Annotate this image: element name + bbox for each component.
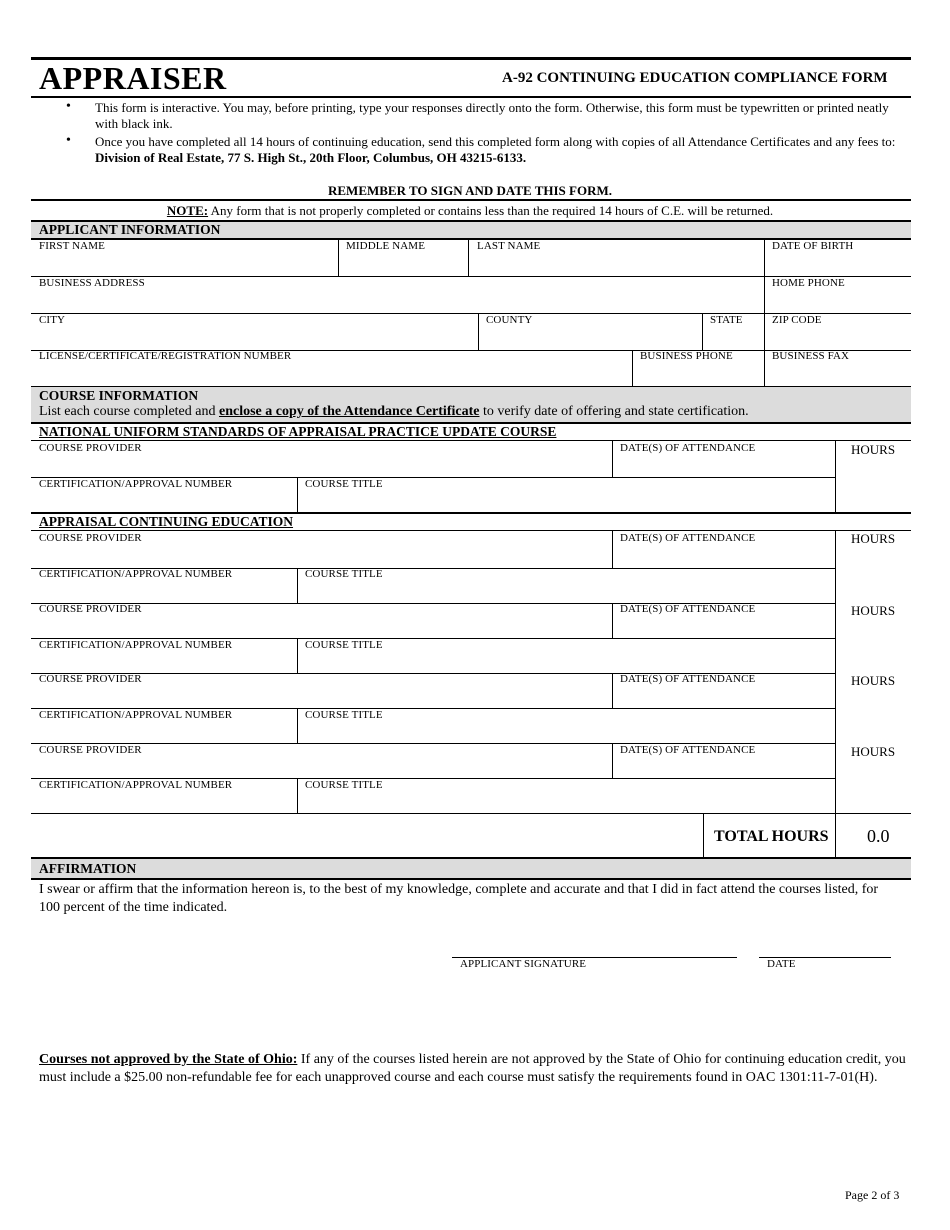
cert-number-label: CERTIFICATION/APPROVAL NUMBER xyxy=(39,568,233,580)
total-hours-label: TOTAL HOURS xyxy=(714,828,829,845)
course-provider-label: COURSE PROVIDER xyxy=(39,442,142,454)
mailing-address: Division of Real Estate, 77 S. High St., 20th Floor, Columbus, OH 43215-6133. xyxy=(95,150,527,165)
note-text: Any form that is not properly completed or contains less than the required 14 hours of C.E. will be returned. xyxy=(208,203,774,218)
attendance-certificate-emphasis: enclose a copy of the Attendance Certificate xyxy=(218,404,480,419)
cert-number-label: CERTIFICATION/APPROVAL NUMBER xyxy=(39,779,233,791)
ace1-course-title-field[interactable] xyxy=(305,582,830,601)
course-provider-label: COURSE PROVIDER xyxy=(39,673,142,685)
zip-code-label: ZIP CODE xyxy=(772,314,822,326)
ace3-course-provider-field[interactable] xyxy=(39,687,607,706)
business-address-field[interactable] xyxy=(39,291,759,311)
middle-name-field[interactable] xyxy=(346,254,464,274)
total-hours-value: 0.0 xyxy=(867,826,890,846)
affirmation-text: I swear or affirm that the information hereon is, to the best of my knowledge, complete and accurate and that I did in fact attend the courses listed, for 100 percent of the time indicated. xyxy=(39,882,879,915)
note-label: NOTE: xyxy=(166,203,209,218)
ace3-hours-field[interactable] xyxy=(840,692,906,738)
first-name-field[interactable] xyxy=(39,254,334,274)
course-provider-label: COURSE PROVIDER xyxy=(39,744,142,756)
license-number-label: LICENSE/CERTIFICATE/REGISTRATION NUMBER xyxy=(39,350,292,362)
hours-label: HOURS xyxy=(851,744,896,759)
hours-label: HOURS xyxy=(851,442,896,457)
signature-date-field[interactable] xyxy=(759,930,891,957)
ace1-course-provider-field[interactable] xyxy=(39,546,607,565)
course-provider-label: COURSE PROVIDER xyxy=(39,603,142,615)
ace2-course-title-field[interactable] xyxy=(305,653,830,671)
first-name-label: FIRST NAME xyxy=(39,240,105,252)
course-title-label: COURSE TITLE xyxy=(305,568,383,580)
course-section-heading: COURSE INFORMATION xyxy=(39,388,199,403)
course-title-label: COURSE TITLE xyxy=(305,639,383,651)
business-address-label: BUSINESS ADDRESS xyxy=(39,277,145,289)
dates-of-attendance-label: DATE(S) OF ATTENDANCE xyxy=(620,673,756,685)
instruction-bullet-1: This form is interactive. You may, before printing, type your responses directly onto the form. Otherwise, this form must be typewritten or printed neatly with black ink. xyxy=(95,100,889,131)
ace4-course-provider-field[interactable] xyxy=(39,758,607,776)
ace4-course-title-field[interactable] xyxy=(305,793,830,812)
ace2-hours-field[interactable] xyxy=(840,622,906,668)
applicant-signature-field[interactable] xyxy=(452,930,737,957)
cert-number-label: CERTIFICATION/APPROVAL NUMBER xyxy=(39,478,233,490)
home-phone-label: HOME PHONE xyxy=(772,277,845,289)
ace1-dates-field[interactable] xyxy=(620,546,830,565)
unapproved-courses-text: If any of the courses listed herein are not approved by the State of Ohio for continuing education credit, you must include a $25.00 non-refundable fee for each unapproved course and each course must satisfy the requirements found in OAC 1301:11-7-01(H). xyxy=(39,1052,906,1085)
date-of-birth-label: DATE OF BIRTH xyxy=(772,240,854,252)
zip-code-field[interactable] xyxy=(772,328,907,348)
applicant-section-heading: APPLICANT INFORMATION xyxy=(39,222,221,237)
city-field[interactable] xyxy=(39,328,474,348)
course-title-label: COURSE TITLE xyxy=(305,709,383,721)
business-phone-label: BUSINESS PHONE xyxy=(640,350,733,362)
uspap-hours-field[interactable] xyxy=(840,462,906,506)
course-title-label: COURSE TITLE xyxy=(305,478,383,490)
cert-number-label: CERTIFICATION/APPROVAL NUMBER xyxy=(39,709,233,721)
course-provider-label: COURSE PROVIDER xyxy=(39,532,142,544)
business-phone-field[interactable] xyxy=(640,364,760,384)
business-fax-field[interactable] xyxy=(772,364,907,384)
affirmation-heading: AFFIRMATION xyxy=(39,861,137,876)
unapproved-courses-label: Courses not approved by the State of Ohio: xyxy=(39,1052,298,1067)
dates-of-attendance-label: DATE(S) OF ATTENDANCE xyxy=(620,744,756,756)
ace2-cert-number-field[interactable] xyxy=(39,653,292,671)
instruction-bullet-2-text: Once you have completed all 14 hours of continuing education, send this completed form along with copies of all Attendance Certificates and any fees to: xyxy=(95,134,896,149)
last-name-label: LAST NAME xyxy=(477,240,541,252)
ace4-dates-field[interactable] xyxy=(620,758,830,776)
uspap-dates-field[interactable] xyxy=(620,456,830,475)
home-phone-field[interactable] xyxy=(772,291,907,311)
ace3-cert-number-field[interactable] xyxy=(39,723,292,741)
ace3-course-title-field[interactable] xyxy=(305,723,830,741)
ace4-cert-number-field[interactable] xyxy=(39,793,292,812)
course-instructions-text-end: to verify date of offering and state certification. xyxy=(479,404,749,419)
course-title-label: COURSE TITLE xyxy=(305,779,383,791)
state-field[interactable] xyxy=(710,328,760,348)
dates-of-attendance-label: DATE(S) OF ATTENDANCE xyxy=(620,603,756,615)
date-of-birth-field[interactable] xyxy=(772,254,907,274)
ace2-course-provider-field[interactable] xyxy=(39,617,607,636)
course-instructions xyxy=(39,404,749,420)
course-instructions-text: List each course completed and xyxy=(39,404,219,419)
state-label: STATE xyxy=(710,314,743,326)
form-number-title: A-92 CONTINUING EDUCATION COMPLIANCE FORM xyxy=(502,70,888,86)
instruction-bullet-2 xyxy=(95,134,900,166)
ace1-cert-number-field[interactable] xyxy=(39,582,292,601)
dates-of-attendance-label: DATE(S) OF ATTENDANCE xyxy=(620,442,756,454)
hours-label: HOURS xyxy=(851,673,896,688)
uspap-cert-number-field[interactable] xyxy=(39,492,292,510)
signature-date-label: DATE xyxy=(767,958,796,970)
sign-reminder: REMEMBER TO SIGN AND DATE THIS FORM. xyxy=(327,183,612,198)
ace1-hours-field[interactable] xyxy=(840,551,906,599)
ace-heading: APPRAISAL CONTINUING EDUCATION xyxy=(39,514,294,529)
uspap-heading: NATIONAL UNIFORM STANDARDS OF APPRAISAL PRACTICE UPDATE COURSE xyxy=(39,424,557,439)
unapproved-courses-note xyxy=(39,1051,907,1087)
ace4-hours-field[interactable] xyxy=(840,763,906,809)
city-label: CITY xyxy=(39,314,66,326)
license-number-field[interactable] xyxy=(39,364,627,384)
dates-of-attendance-label: DATE(S) OF ATTENDANCE xyxy=(620,532,756,544)
county-field[interactable] xyxy=(486,328,698,348)
cert-number-label: CERTIFICATION/APPROVAL NUMBER xyxy=(39,639,233,651)
ace3-dates-field[interactable] xyxy=(620,687,830,706)
middle-name-label: MIDDLE NAME xyxy=(346,240,426,252)
last-name-field[interactable] xyxy=(477,254,760,274)
county-label: COUNTY xyxy=(486,314,533,326)
applicant-signature-label: APPLICANT SIGNATURE xyxy=(460,958,587,970)
hours-label: HOURS xyxy=(851,603,896,618)
page-number: Page 2 of 3 xyxy=(845,1188,900,1202)
bullet-dot: • xyxy=(66,99,71,114)
ace2-dates-field[interactable] xyxy=(620,617,830,636)
note-line xyxy=(0,203,940,219)
form-title: APPRAISER xyxy=(39,60,227,96)
bullet-dot: • xyxy=(66,133,71,148)
business-fax-label: BUSINESS FAX xyxy=(772,350,850,362)
hours-label: HOURS xyxy=(851,531,896,546)
uspap-course-provider-field[interactable] xyxy=(39,456,607,475)
uspap-course-title-field[interactable] xyxy=(305,492,830,510)
